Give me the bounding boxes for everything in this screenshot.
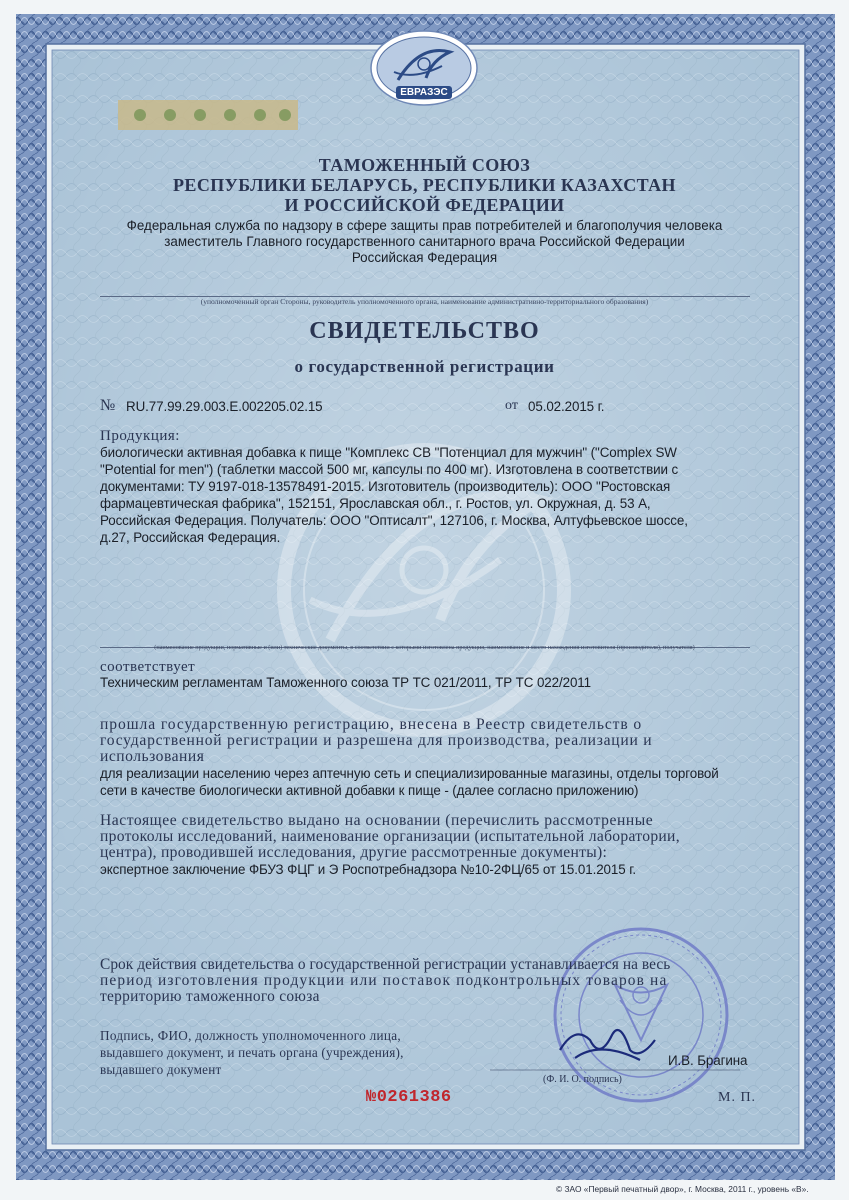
document-subtitle: о государственной регистрации [294,357,555,376]
signatory-name: И.В. Брагина [668,1053,748,1068]
product-line-2: "Potential for men") (таблетки массой 500 мг, капсулы по 400 мг). Изготовлена в соответствии с [100,462,679,477]
signatory-caption: (Ф. И. О. подпись) [543,1074,622,1085]
product-line-5: Российская Федерация. Получатель: ООО "Оптисалт", 127106, г. Москва, Алтуфьевское шоссе, [100,513,688,528]
usage-line-2: сети в качестве биологически активной добавки к пище - (далее согласно приложению) [100,783,639,798]
printer-footer: © ЗАО «Первый печатный двор», г. Москва, 2011 г., уровень «В». [556,1184,809,1194]
authority-line-1: Федеральная служба по надзору в сфере защиты прав потребителей и благополучия человека [126,218,723,233]
product-line-3: документами: ТУ 9197-018-13578491-2015. Изготовитель (производитель): ООО "Ростовская [100,479,671,494]
validity-line-1: Срок действия свидетельства о государственной регистрации устанавливается на весь [100,956,671,973]
basis-line-3: центра), проводившей исследования, другие рассмотренные документы): [100,844,608,861]
validity-line-2: период изготовления продукции или поставок подконтрольных товаров на [100,972,668,989]
registered-line-2: государственной регистрации и разрешена для производства, реализации и [100,732,653,749]
authority-line-3: Российская Федерация [351,250,498,265]
authority-caption: (уполномоченный орган Стороны, руководитель уполномоченного органа, наименование административно-территориального образования) [200,297,649,306]
conformity-label: соответствует [100,659,196,675]
signature-line-3: выдавшего документ [100,1062,222,1077]
conformity-value: Техническим регламентам Таможенного союза ТР ТС 021/2011, ТР ТС 022/2011 [100,675,592,690]
registered-line-3: использования [100,748,205,765]
product-caption: (наименование продукции, нормативные и (или) технические документы, в соответствии с которыми изготовлена продукция, наименование и место нахождения изготовителя (производителя), получателя) [154,644,695,651]
usage-line-1: для реализации населению через аптечную сеть и специализированные магазины, отделы торговой [100,766,719,781]
signature-line-2: выдавшего документ, и печать органа (учреждения), [100,1045,404,1060]
validity-line-3: территорию таможенного союза [100,988,320,1005]
emblem-label: ЕВРАЗЭС [400,87,448,98]
registration-number: RU.77.99.29.003.Е.002205.02.15 [126,399,323,414]
header-line-1: ТАМОЖЕННЫЙ СОЮЗ [318,155,531,175]
stamp-mark: М. П. [718,1090,757,1105]
basis-line-2: протоколы исследований, наименование организации (испытательной лаборатории, [100,828,680,845]
product-label: Продукция: [100,428,180,444]
signature-line-1: Подпись, ФИО, должность уполномоченного лица, [100,1028,401,1043]
registration-date: 05.02.2015 г. [528,399,605,414]
product-line-4: фармацевтическая фабрика", 152151, Ярославская обл., г. Ростов, ул. Окружная, д. 53 А, [100,496,651,511]
header-line-2: РЕСПУБЛИКИ БЕЛАРУСЬ, РЕСПУБЛИКИ КАЗАХСТАН [173,175,676,195]
header-line-3: И РОССИЙСКОЙ ФЕДЕРАЦИИ [284,195,565,215]
registered-line-1: прошла государственную регистрацию, внесена в Реестр свидетельств о [100,716,643,733]
authority-line-2: заместитель Главного государственного санитарного врача Российской Федерации [164,234,685,249]
document-title: СВИДЕТЕЛЬСТВО [309,318,540,344]
eurasec-emblem [370,30,478,106]
product-line-6: д.27, Российская Федерация. [100,530,281,545]
serial-number: №0261386 [366,1088,452,1107]
registration-date-label: от [505,398,518,413]
registration-number-label: № [100,397,116,414]
basis-value: экспертное заключение ФБУЗ ФЦГ и Э Роспотребнадзора №10-2ФЦ/65 от 15.01.2015 г. [100,862,636,877]
basis-line-1: Настоящее свидетельство выдано на основании (перечислить рассмотренные [100,812,654,829]
product-line-1: биологически активная добавка к пище "Комплекс СВ "Потенциал для мужчин" ("Complex SW [100,445,677,460]
